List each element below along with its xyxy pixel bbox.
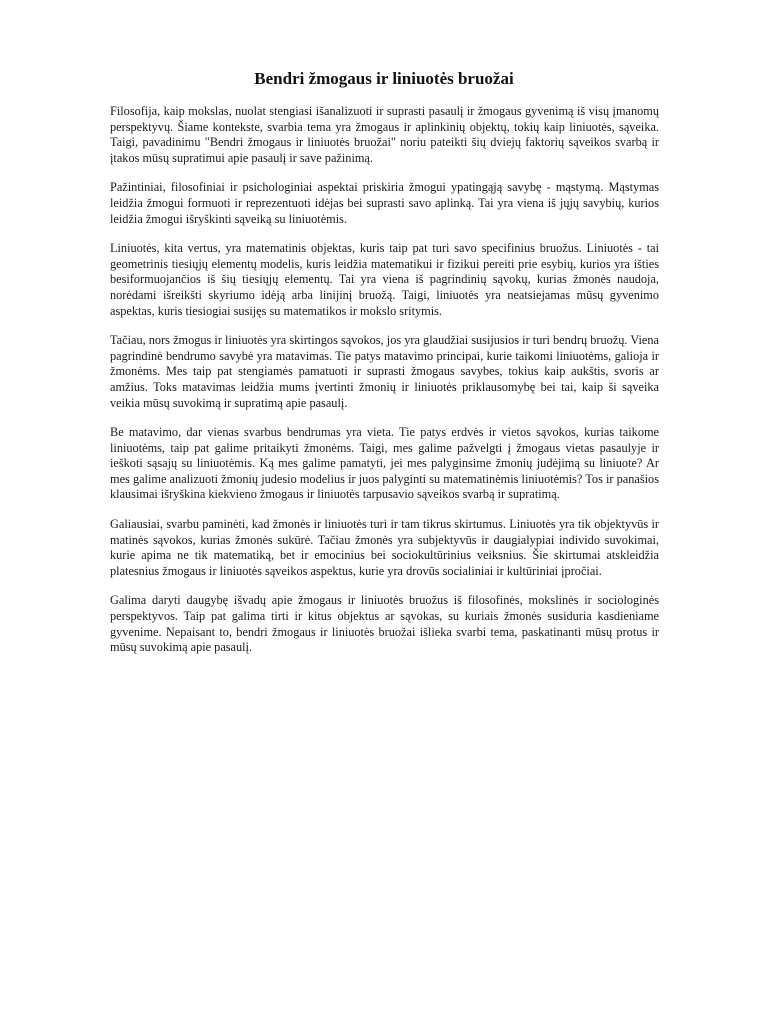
paragraph: Be matavimo, dar vienas svarbus bendrumas yra vieta. Tie patys erdvės ir vietos sąvokos, kurias taikome liniuotėms, taip pat galime pritaikyti žmonėms. Taigi, mes galime pažvelgti į žmogaus vietas pasaulyje ir ieškoti sąsajų su liniuotėmis. Ką mes galime pamatyti, jei mes palyginsime žmonių judėjimą su liniuote? Ar mes galime analizuoti žmonių judesio modelius ir juos palyginti su matematinėmis liniuotėmis? Tos ir panašios klausimai išryškina kiekvieno žmogaus ir liniuotės tarpusavio sąveikos svarbą ir supratimą. [110, 425, 659, 502]
document-body [110, 104, 659, 670]
paragraph: Filosofija, kaip mokslas, nuolat stengiasi išanalizuoti ir suprasti pasaulį ir žmogaus gyvenimą iš visų įmanomų perspektyvų. Šiame kontekste, svarbia tema yra žmogaus ir aplinkinių objektų, tokių kaip liniuotės, sąveika. Taigi, pavadinimu "Bendri žmogaus ir liniuotės bruožai" noriu pateikti šių dviejų faktorių sąveikos svarbą ir įtakos mūsų supratimui apie pasaulį ir save pažinimą. [110, 104, 659, 165]
paragraph: Liniuotės, kita vertus, yra matematinis objektas, kuris taip pat turi savo specifinius bruožus. Liniuotės - tai geometrinis tiesiųjų elementų modelis, kuris leidžia matematikui ir fizikui pereiti prie esybių, kurios yra išties besiformuojančios iš šių tiesiųjų elementų. Tai yra viena iš pagrindinių sąvokų, kurias žmonės naudoja, norėdami išreikšti skyriumo idėją arba linijinį bruožą. Taigi, liniuotės yra neatsiejamas mūsų gyvenimo aspektas, kuris tiesiogiai susijęs su matematikos ir mokslo sritymis. [110, 241, 659, 318]
paragraph: Pažintiniai, filosofiniai ir psichologiniai aspektai priskiria žmogui ypatingąją savybę - mąstymą. Mąstymas leidžia žmogui formuoti ir reprezentuoti idėjas bei suprasti savo aplinką. Tai yra viena iš jųjų savybių, kurios leidžia žmogui išryškinti sąveiką su liniuotėmis. [110, 180, 659, 226]
paragraph: Galima daryti daugybę išvadų apie žmogaus ir liniuotės bruožus iš filosofinės, mokslinės ir sociologinės perspektyvos. Taip pat galima tirti ir kitus objektus ar sąvokas, su kuriais žmonės susiduria kasdieniame gyvenime. Nepaisant to, bendri žmogaus ir liniuotės bruožai išlieka svarbi tema, paskatinanti mūsų protus ir mūsų suvokimą apie pasaulį. [110, 593, 659, 655]
document-title: Bendri žmogaus ir liniuotės bruožai [254, 69, 514, 88]
paragraph: Galiausiai, svarbu paminėti, kad žmonės ir liniuotės turi ir tam tikrus skirtumus. Liniuotės yra tik objektyvūs ir matinės sąvokos, kurias žmonės sukūrė. Tačiau žmonės yra subjektyvūs ir daugialypiai individo suvokimai, kurie apima ne tik matematiką, bet ir emocinius bei sociokultūrinius veiksnius. Šie skirtumai atskleidžia platesnius žmogaus ir liniuotės sąveikos aspektus, kurie yra drovūs socialiniai ir kultūriniai įpročiai. [110, 517, 659, 578]
paragraph: Tačiau, nors žmogus ir liniuotės yra skirtingos sąvokos, jos yra glaudžiai susijusios ir turi bendrų bruožų. Viena pagrindinė bendrumo savybė yra matavimas. Tie patys matavimo principai, kurie taikomi liniuotėms, galioja ir žmonėms. Mes taip pat stengiamės pamatuoti ir suprasti žmogaus savybes, tokius kaip aukštis, svoris ar amžius. Toks matavimas leidžia mums įvertinti žmonių ir liniuotės priklausomybę bei tai, kaip ši sąveika veikia mūsų suvokimą ir supratimą apie pasaulį. [110, 333, 659, 410]
